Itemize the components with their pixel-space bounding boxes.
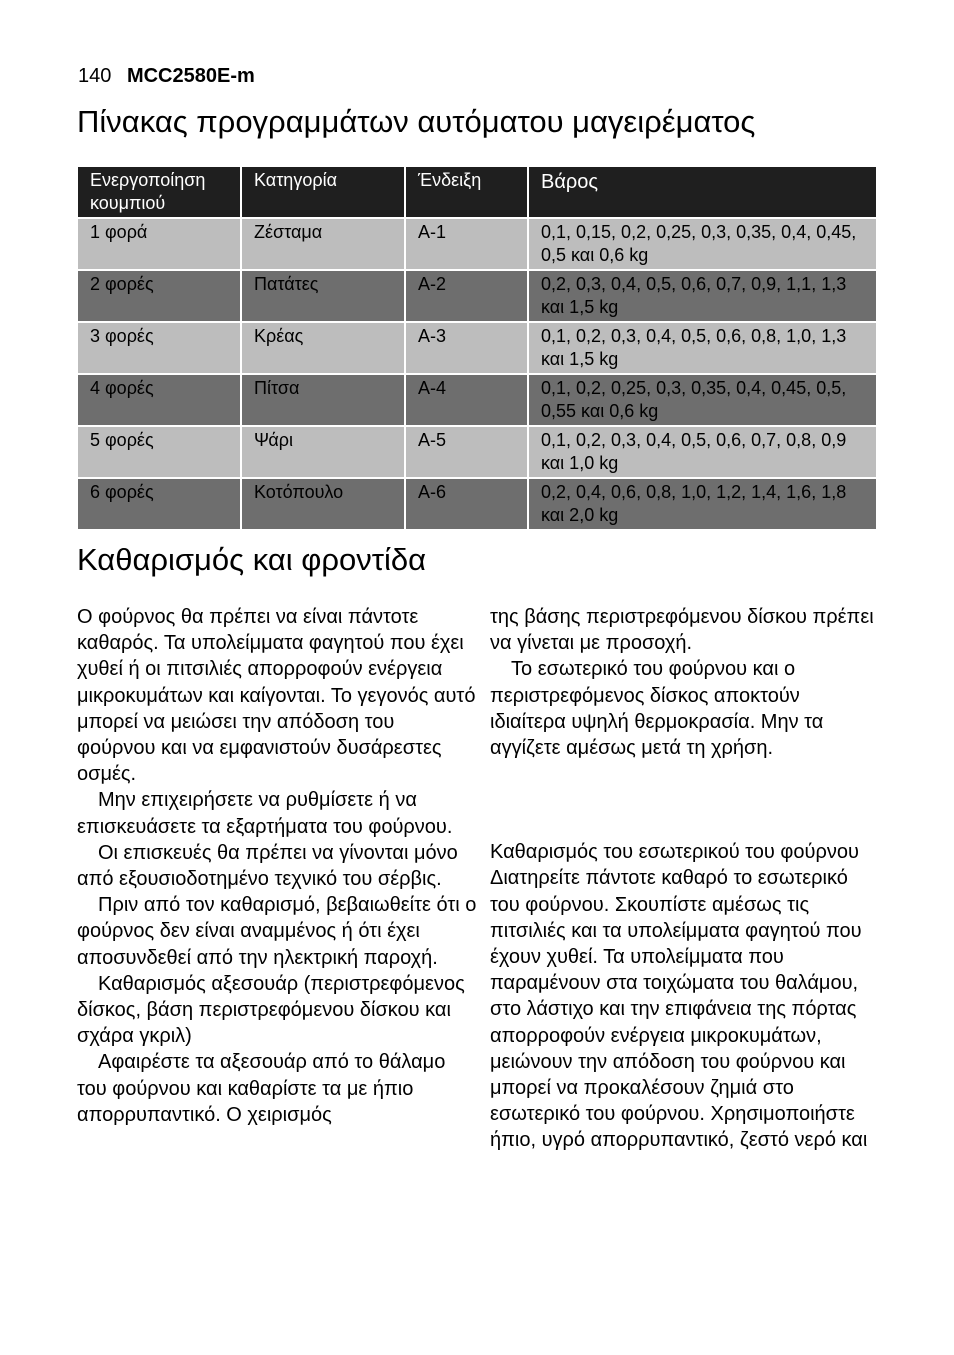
page-number: 140 (78, 65, 112, 87)
cell-category: Ζέσταμα (241, 218, 405, 270)
cell-presses: 1 φορά (78, 218, 241, 270)
table-row (78, 426, 876, 478)
paragraph: Ο φούρνος θα πρέπει να είναι πάντοτε καθαρός. Τα υπολείμματα φαγητού που έχει χυθεί ή οι πιτσιλιές απορροφούν ενέργεια μικροκυμάτων και καίγονται. Το γεγονός αυτό μπορεί να μειώσει την απόδοση του φούρνου και να εμφανιστούν δυσάρεστες οσμές. (77, 606, 476, 786)
cell-category: Πίτσα (241, 374, 405, 426)
table-row (78, 218, 876, 270)
section-title-programs: Πίνακας προγραμμάτων αυτόματου μαγειρέματος (77, 104, 756, 139)
cell-display: A-4 (405, 374, 528, 426)
cell-display: A-5 (405, 426, 528, 478)
paragraph: Πριν από τον καθαρισμό, βεβαιωθείτε ότι ο φούρνος δεν είναι αναμμένος ή ότι έχει αποσυνδεθεί από την ηλεκτρική παροχή. (77, 894, 477, 969)
left-text-column (77, 604, 477, 1128)
cell-category: Κοτόπουλο (241, 478, 405, 530)
table-row (78, 322, 876, 374)
paragraph: Οι επισκευές θα πρέπει να γίνονται μόνο από εξουσιοδοτημένο τεχνικό του σέρβις. (77, 841, 458, 891)
cell-category: Ψάρι (241, 426, 405, 478)
paragraph: Αφαιρέστε τα αξεσουάρ από το θάλαμο του φούρνου και καθαρίστε τα με ήπιο απορρυπαντικό. Ο χειρισμός (77, 1051, 446, 1126)
cell-presses: 6 φορές (78, 478, 241, 530)
page-header (78, 64, 255, 88)
paragraph: Μην επιχειρήσετε να ρυθμίσετε ή να επισκευάσετε τα εξαρτήματα του φούρνου. (77, 789, 453, 838)
section-title-cleaning: Καθαρισμός και φροντίδα (77, 542, 427, 577)
table-row (78, 478, 876, 530)
cell-display: A-6 (405, 478, 528, 530)
cell-category: Πατάτες (241, 270, 405, 322)
table-row (78, 374, 876, 426)
cell-presses: 5 φορές (78, 426, 241, 478)
cell-display: A-1 (405, 218, 528, 270)
cell-weight: 0,2, 0,4, 0,6, 0,8, 1,0, 1,2, 1,4, 1,6, 1,8 και 2,0 kg (528, 478, 876, 530)
cell-presses: 2 φορές (78, 270, 241, 322)
auto-cook-table (78, 167, 876, 531)
cell-weight: 0,2, 0,3, 0,4, 0,5, 0,6, 0,7, 0,9, 1,1, 1,3 και 1,5 kg (528, 270, 876, 322)
model-name: MCC2580E-m (126, 65, 255, 87)
header-weight: Βάρος (528, 167, 876, 218)
cell-presses: 4 φορές (78, 374, 241, 426)
header-display: Ένδειξη (405, 167, 528, 218)
header-category: Κατηγορία (241, 167, 405, 218)
paragraph: Διατηρείτε πάντοτε καθαρό το εσωτερικό του φούρνου. Σκουπίστε αμέσως τις πιτσιλιές και τα υπολείμματα φαγητού που έχουν χυθεί. Τα υπολείμματα που παραμένουν στα τοιχώματα του θαλάμου, στο λάστιχο και την επιφάνεια της πόρτας απορροφούν ενέργεια μικροκυμάτων, μειώνουν την απόδοση του φούρνου και μπορεί να προκαλέσουν ζημιά στο εσωτερικό του φούρνου. Χρησιμοποιήστε ήπιο, υγρό απορρυπαντικό, ζεστό νερό και (490, 867, 868, 1152)
header-button-presses: Ενεργοποίηση κουμπιού (78, 167, 241, 218)
cell-display: A-2 (405, 270, 528, 322)
cell-weight: 0,1, 0,2, 0,3, 0,4, 0,5, 0,6, 0,7, 0,8, 0,9 και 1,0 kg (528, 426, 876, 478)
interior-cleaning-heading: Καθαρισμός του εσωτερικού του φούρνου (490, 841, 859, 864)
accessories-heading: Καθαρισμός αξεσουάρ (περιστρεφόμενος δίσκος, βάση περιστρεφόμενου δίσκου και σχάρα γκριλ) (77, 972, 465, 1048)
cell-weight: 0,1, 0,15, 0,2, 0,25, 0,3, 0,35, 0,4, 0,45, 0,5 και 0,6 kg (528, 218, 876, 270)
table-row (78, 270, 876, 322)
cell-weight: 0,1, 0,2, 0,25, 0,3, 0,35, 0,4, 0,45, 0,5, 0,55 και 0,6 kg (528, 374, 876, 426)
paragraph: Το εσωτερικό του φούρνου και ο περιστρεφόμενος δίσκος αποκτούν ιδιαίτερα υψηλή θερμοκρασία. Μην τα αγγίζετε αμέσως μετά τη χρήση. (490, 658, 824, 760)
right-text-column (490, 604, 880, 1154)
table-header-row (78, 167, 876, 218)
cell-weight: 0,1, 0,2, 0,3, 0,4, 0,5, 0,6, 0,8, 1,0, 1,3 και 1,5 kg (528, 322, 876, 374)
cell-presses: 3 φορές (78, 322, 241, 374)
cell-category: Κρέας (241, 322, 405, 374)
paragraph: της βάσης περιστρεφόμενου δίσκου πρέπει να γίνεται με προσοχή. (490, 606, 874, 655)
cell-display: A-3 (405, 322, 528, 374)
